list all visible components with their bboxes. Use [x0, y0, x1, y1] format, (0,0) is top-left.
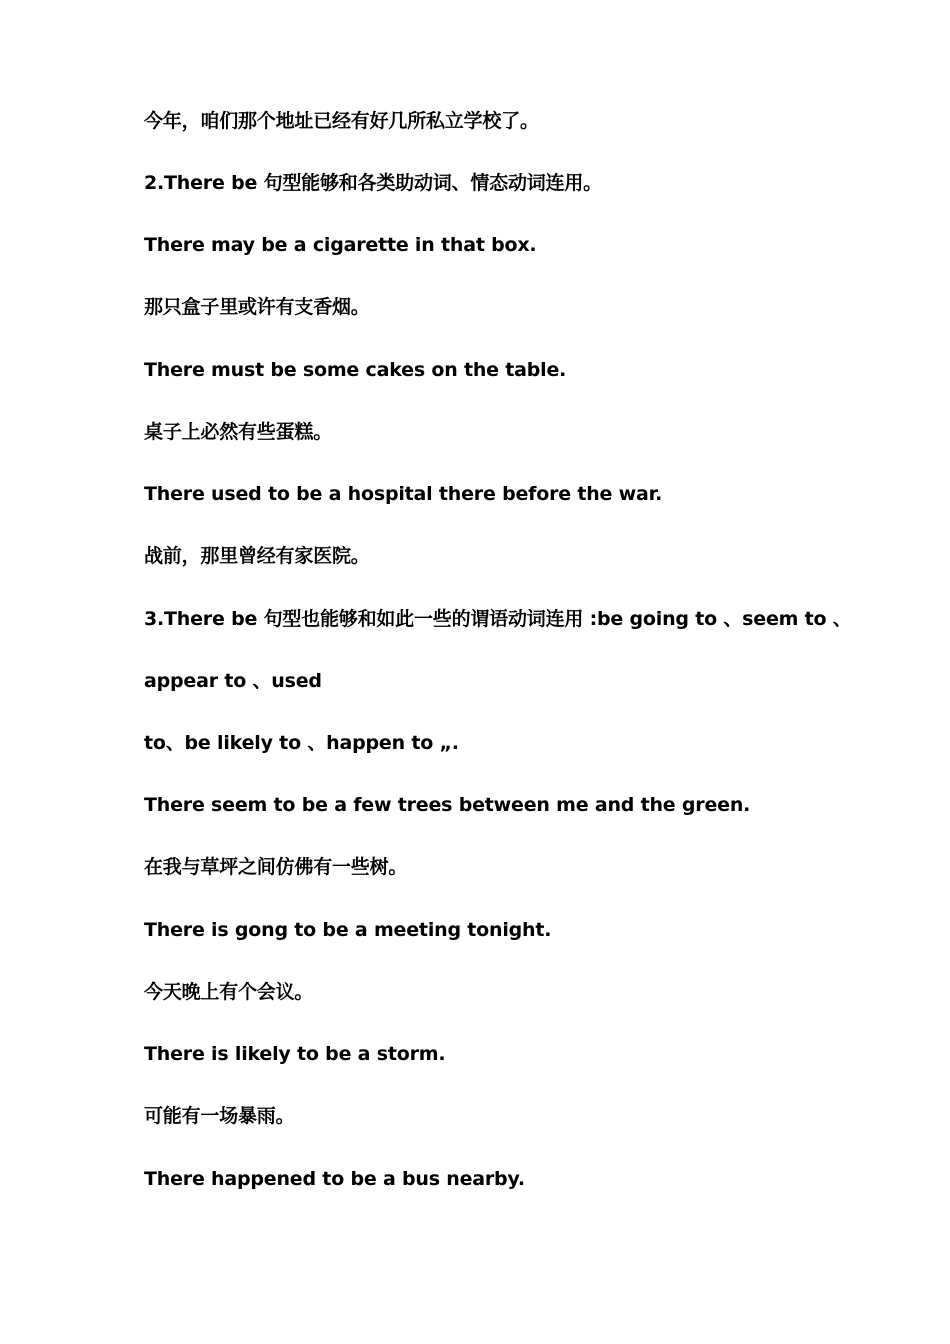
text-line-1: 今年，咱们那个地址已经有好几所私立学校了。	[144, 110, 539, 132]
text-line-6: 桌子上必然有些蛋糕。	[144, 421, 333, 443]
text-line-16: There is likely to be a storm.	[144, 1043, 446, 1065]
text-line-15: 今天晚上有个会议。	[144, 981, 314, 1003]
text-line-4: 那只盒子里或许有支香烟。	[144, 296, 370, 318]
text-line-3: There may be a cigarette in that box.	[144, 234, 537, 256]
text-line-18: There happened to be a bus nearby.	[144, 1168, 525, 1190]
text-line-2: 2.There be 句型能够和各类助动词、情态动词连用。	[144, 172, 602, 194]
text-line-12: There seem to be a few trees between me and the green.	[144, 794, 751, 816]
text-line-14: There is gong to be a meeting tonight.	[144, 919, 552, 941]
text-line-8: 战前，那里曾经有家医院。	[144, 545, 370, 567]
text-line-5: There must be some cakes on the table.	[144, 359, 567, 381]
text-line-10: appear to 、used	[144, 670, 322, 692]
text-line-9: 3.There be 句型也能够和如此一些的谓语动词连用 :be going to 、seem to 、	[144, 608, 852, 630]
text-line-11: to、be likely to 、happen to „.	[144, 732, 459, 754]
text-line-7: There used to be a hospital there before the war.	[144, 483, 663, 505]
text-line-17: 可能有一场暴雨。	[144, 1105, 295, 1127]
text-line-13: 在我与草坪之间仿佛有一些树。	[144, 856, 408, 878]
